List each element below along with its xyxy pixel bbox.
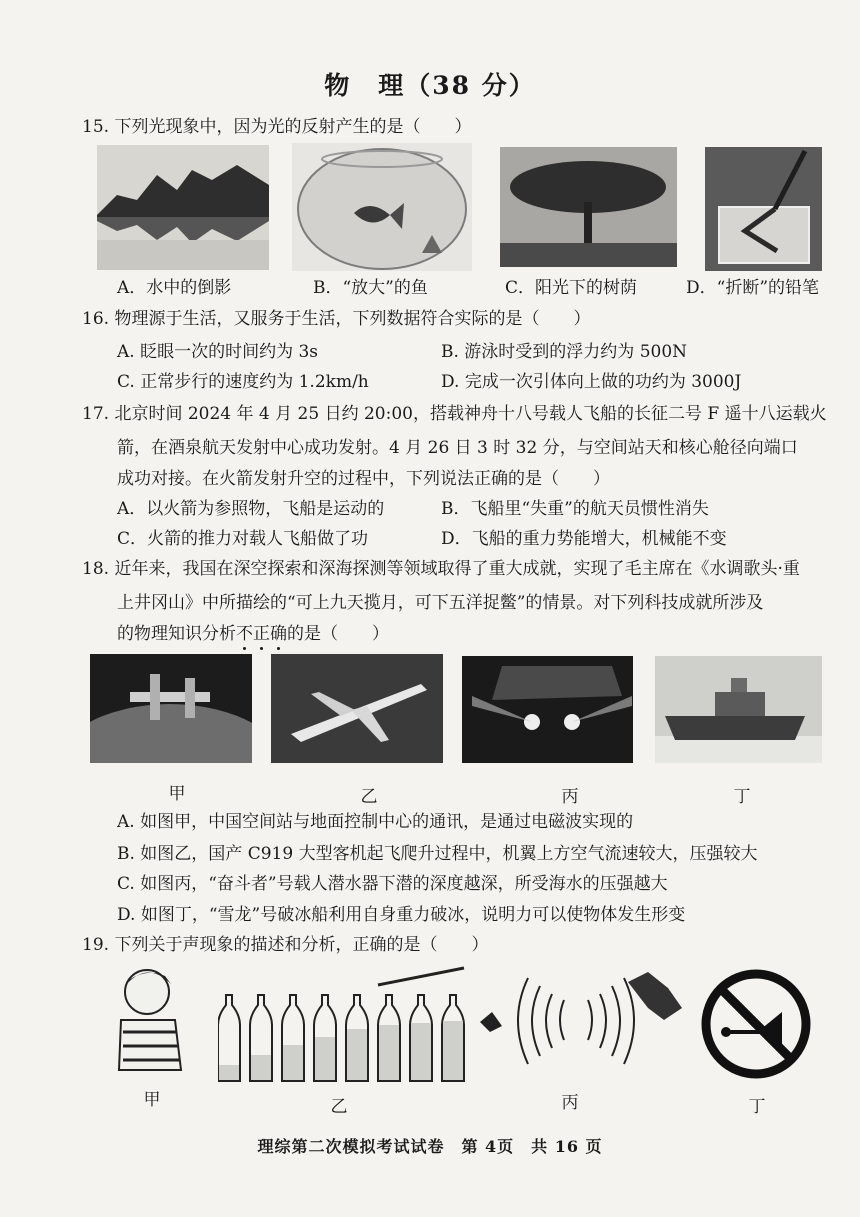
q18-line3-pre: 的物理知识分析 (117, 624, 236, 644)
section-title: 物 理（38 分） (324, 71, 536, 100)
q17-line3: 成功对接。在火箭发射升空的过程中，下列说法正确的是（ ） (117, 469, 610, 489)
q19-stem: 19. 下列关于声现象的描述和分析，正确的是（ ） (82, 935, 489, 955)
page-footer: 理综第二次模拟考试试卷 第 4页 共 16 页 (257, 1137, 603, 1156)
q15-image-tree-shadow (500, 147, 677, 267)
q15-option-a: A．水中的倒影 (117, 278, 232, 298)
q17-option-b: B．飞船里“失重”的航天员惯性消失 (441, 499, 709, 519)
q19-caption-yi: 乙 (330, 1097, 348, 1117)
q18-image-c919-plane (271, 654, 443, 763)
q15-option-c: C．阳光下的树荫 (505, 278, 638, 298)
q15-option-b: B．“放大”的鱼 (313, 278, 428, 298)
q15-option-d: D．“折断”的铅笔 (686, 278, 820, 298)
q18-caption-jia: 甲 (168, 784, 186, 804)
q17-line2: 箭，在酒泉航天发射中心成功发射。4 月 26 日 3 时 32 分，与空间站天和核心舱径向端口 (117, 438, 798, 458)
q18-line3 (117, 617, 389, 651)
q15-image-reflection (97, 145, 269, 270)
q19-image-bottles (218, 965, 468, 1085)
q16-stem: 16. 物理源于生活，又服务于生活，下列数据符合实际的是（ ） (82, 309, 591, 329)
q18-emphasis-que: 确 (270, 624, 287, 644)
q15-image-fish-bowl (292, 143, 472, 271)
q17-option-a: A．以火箭为参照物，飞船是运动的 (117, 499, 385, 519)
q18-option-d: D. 如图丁，“雪龙”号破冰船利用自身重力破冰，说明力可以使物体发生形变 (117, 905, 686, 925)
q18-caption-bing: 丙 (561, 787, 579, 807)
q18-emphasis-bu: 不 (236, 624, 253, 644)
q18-image-submersible (462, 656, 633, 763)
q19-image-boy-speaking (105, 960, 195, 1090)
q16-option-b: B. 游泳时受到的浮力约为 500N (441, 342, 688, 362)
q18-option-a: A. 如图甲，中国空间站与地面控制中心的通讯，是通过电磁波实现的 (117, 812, 634, 832)
q18-image-space-station (90, 654, 252, 763)
q15-stem: 15. 下列光现象中，因为光的反射产生的是（ ） (82, 117, 472, 137)
q19-caption-jia: 甲 (143, 1090, 161, 1110)
q15-image-bent-pencil (705, 147, 822, 271)
q18-option-b: B. 如图乙，国产 C919 大型客机起飞爬升过程中，机翼上方空气流速较大，压强较大 (117, 844, 758, 864)
q17-option-d: D．飞船的重力势能增大，机械能不变 (441, 529, 727, 549)
q19-caption-ding: 丁 (748, 1097, 766, 1117)
q18-line2: 上井冈山》中所描绘的“可上九天揽月，可下五洋捉鳖”的情景。对下列科技成就所涉及 (117, 593, 764, 613)
q19-image-no-honking-sign (700, 968, 812, 1080)
q18-line1: 18. 近年来，我国在深空探索和深海探测等领域取得了重大成就，实现了毛主席在《水调歌头·重 (82, 559, 800, 579)
q17-line1: 17. 北京时间 2024 年 4 月 25 日约 20:00，搭载神舟十八号载人飞船的长征二号 F 遥十八运载火 (82, 404, 827, 424)
q18-option-c: C. 如图丙，“奋斗者”号载人潜水器下潜的深度越深，所受海水的压强越大 (117, 874, 668, 894)
q18-caption-ding: 丁 (733, 787, 751, 807)
q19-caption-bing: 丙 (561, 1093, 579, 1113)
q18-caption-yi: 乙 (360, 787, 378, 807)
q18-image-icebreaker (655, 656, 822, 763)
q18-emphasis-zheng: 正 (253, 624, 270, 644)
q16-option-d: D. 完成一次引体向上做的功约为 3000J (441, 372, 742, 392)
q19-image-bat-echolocation (478, 968, 688, 1073)
q16-option-c: C. 正常步行的速度约为 1.2km/h (117, 372, 369, 392)
q16-option-a: A. 眨眼一次的时间约为 3s (117, 342, 319, 362)
q18-line3-post: 的是（ ） (287, 624, 389, 644)
q17-option-c: C．火箭的推力对载人飞船做了功 (117, 529, 369, 549)
